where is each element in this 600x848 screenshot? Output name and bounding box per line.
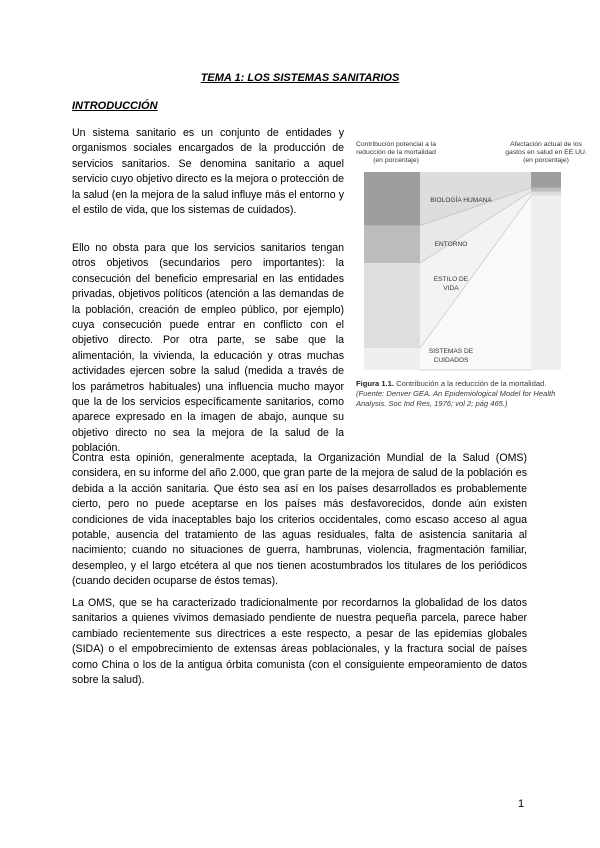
bar-segment-left-sistemas-de-cuidados bbox=[364, 348, 420, 370]
label-sistemas: CUIDADOS bbox=[433, 357, 469, 364]
paragraph: Ello no obsta para que los servicios sanitarios tengan otros objetivos (secundarios pero importantes): la consecución del beneficio empresarial en las entidades privadas, objetivos políticos (atención a las demandas de la población, creación de empleo público, por ejemplo) cuya consecución puede entrar en conflicto con el objetivo directo. Por otra parte, se sabe que la alimentación, la vivienda, la educación y otras muchas actividades ejercen sobre la salud (medida a través de los parámetros habituales) una influencia mucho mayor que la de los servicios específicamente sanitarios, como aparece expresado en la imagen de abajo, aunque su objetivo directo no sea la mejora de la salud de la población. bbox=[72, 242, 344, 455]
label-entorno: ENTORNO bbox=[434, 241, 468, 248]
right-header-line: (en porcentaje) bbox=[523, 157, 569, 164]
bar-segment-left-estilo-de-vida bbox=[364, 263, 420, 348]
label-biologia: BIOLOGÍA HUMANA bbox=[430, 197, 492, 204]
caption-source: (Fuente: Denver GEA. An Epidemiological Model for Health Analysis. Soc Ind Res, 1976; vol 2; pág 465.) bbox=[356, 389, 556, 408]
bar-segment-right-biologia-humana bbox=[531, 172, 561, 188]
right-header-line: gastos en salud en EE.UU. bbox=[505, 149, 587, 156]
label-sistemas: SISTEMAS DE bbox=[428, 348, 474, 355]
section-heading: INTRODUCCIÓN bbox=[72, 100, 158, 112]
bar-segment-right-sistemas-de-cuidados bbox=[531, 196, 561, 370]
left-header-line: (en porcentaje) bbox=[373, 157, 419, 164]
caption-text: Contribución a la reducción de la mortalidad. bbox=[396, 379, 547, 388]
label-estilo: VIDA bbox=[443, 285, 459, 292]
page-number: 1 bbox=[518, 798, 525, 810]
paragraph: La OMS, que se ha caracterizado tradicionalmente por recordarnos la globalidad de los datos sanitarios a quienes vivimos demasiado pendiente de nuestra pequeña parcela, parece haber cambiado recientemente sus directrices a este respecto, a pesar de las epidemias globales (SIDA) o el empobrecimiento de extensas áreas poblacionales, y la fractura social de países como China o los de la antigua órbita comunista (con el consiguiente empeoramiento de datos sobre la salud). bbox=[72, 597, 527, 687]
paragraph: Contra esta opinión, generalmente aceptada, la Organización Mundial de la Salud (OMS) considera, en su informe del año 2.000, que gran parte de la mejora de salud de la población es debida a la acción sanitaria. Que ésto sea así en los países desarrollados es probablemente cierto, pero no puede aceptarse en los países más desfavorecidos, donde aún existen condiciones de vida inaceptables bajo los criterios occidentales, como escaso acceso al agua potable, ausencia del tratamiento de las aguas residuales, falta de asistencia sanitaria al nacimiento; cuando no situaciones de guerra, hambrunas, violencia, fragmentación familiar, desempleo, y el largo etcétera al que nos tienen acostumbrados los titulares de los periódicos (cuando deciden ocuparse de éstos temas). bbox=[72, 452, 527, 588]
figure-caption bbox=[356, 379, 571, 409]
bar-segment-right-estilo-de-vida bbox=[531, 192, 561, 196]
right-header-line: Afectación actual de los bbox=[510, 141, 582, 148]
label-estilo: ESTILO DE bbox=[433, 276, 469, 283]
paragraph: Un sistema sanitario es un conjunto de entidades y organismos sociales encargados de la producción de servicios sanitarios. Se denomina sanitario a aquel servicio cuyo objetivo directo es la mejora o protección de la salud (en la mejora de la salud influye más el entorno y el estilo de vida, que los sistemas de cuidados). bbox=[72, 127, 344, 217]
left-header-line: Contribución potencial a la bbox=[355, 141, 437, 148]
bar-segment-right-entorno bbox=[531, 188, 561, 192]
page-title: TEMA 1: LOS SISTEMAS SANITARIOS bbox=[200, 72, 400, 84]
mortality-chart bbox=[355, 138, 587, 378]
bar-segment-left-biologia-humana bbox=[364, 172, 420, 225]
caption-label: Figura 1.1. bbox=[356, 379, 394, 388]
figure-mortality bbox=[355, 138, 587, 418]
bar-segment-left-entorno bbox=[364, 225, 420, 263]
left-header-line: reducción de la mortalidad bbox=[356, 149, 436, 156]
